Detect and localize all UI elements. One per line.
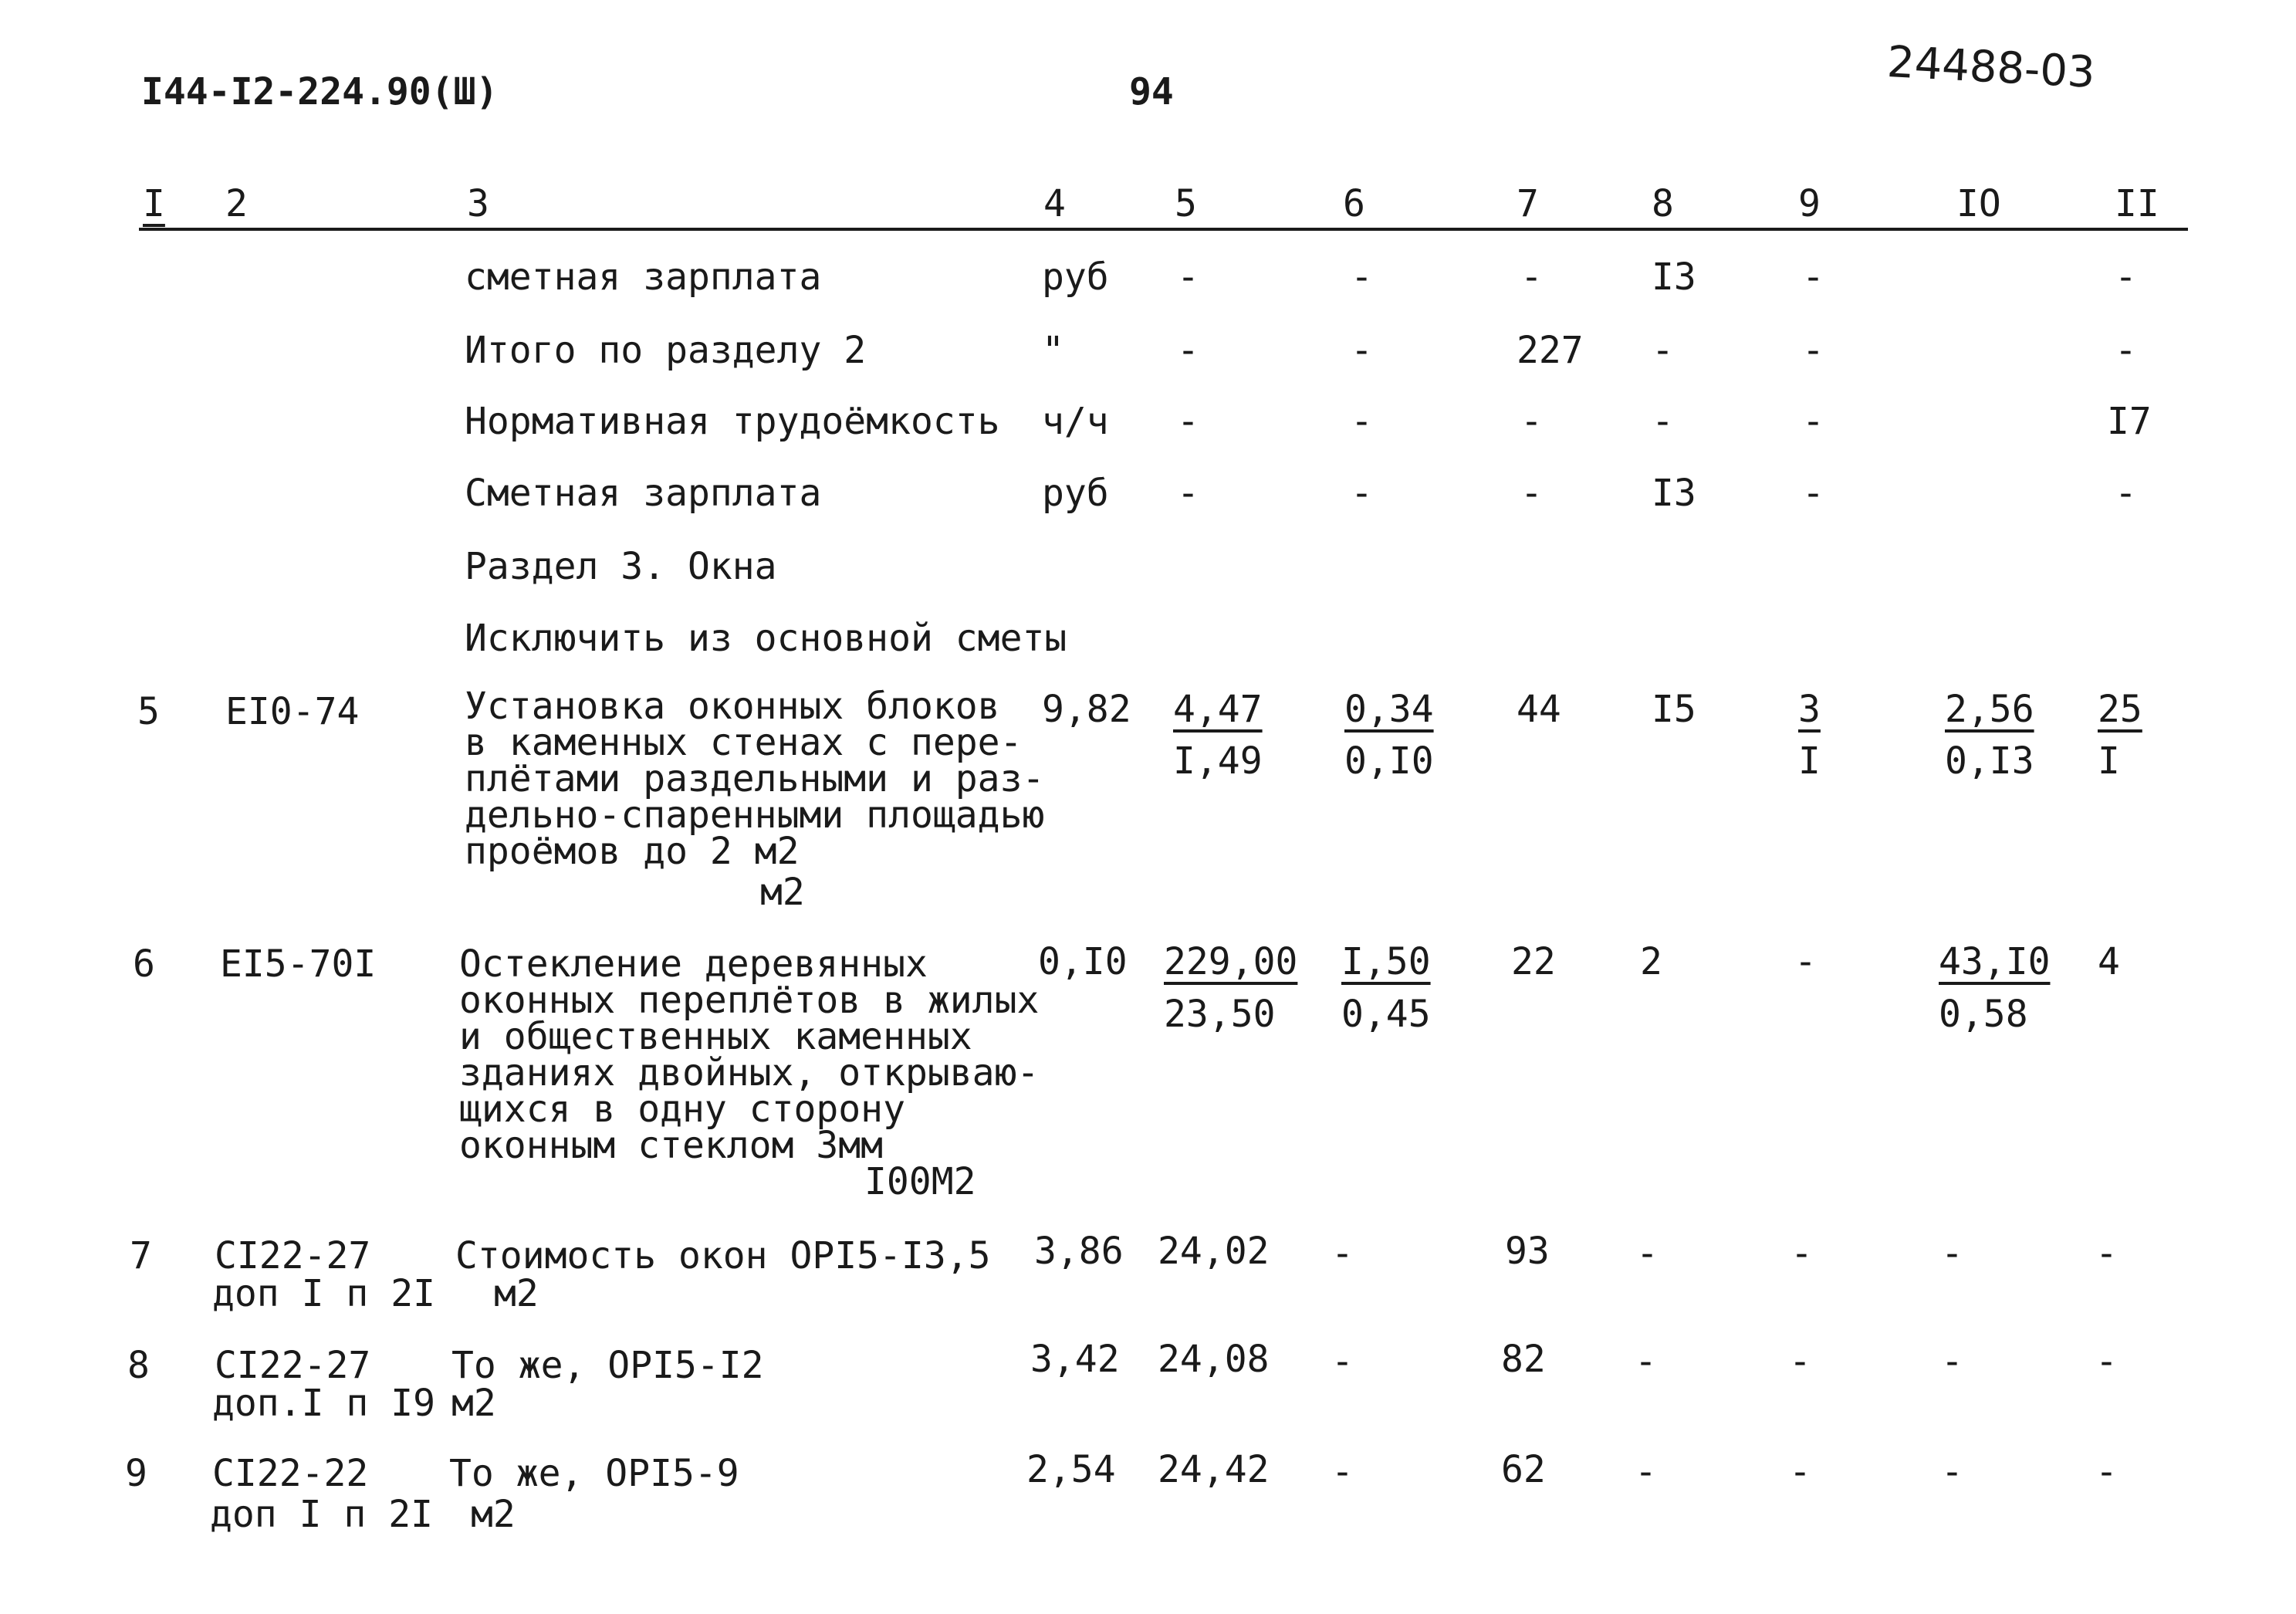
unit-cell: м2	[494, 1272, 539, 1315]
row-number: 6	[133, 942, 155, 986]
column-header-9: 9	[1798, 182, 1821, 225]
cell-5: -	[1177, 472, 1199, 515]
row-number: 7	[130, 1234, 152, 1277]
cell-5: 24,02	[1158, 1230, 1270, 1273]
description-line: щихся в одну сторону	[459, 1088, 905, 1131]
cell-9: -	[1802, 472, 1824, 515]
column-header-10: IO	[1956, 182, 2001, 225]
cell-8: I3	[1652, 472, 1696, 515]
cell-8: I3	[1652, 255, 1696, 299]
cell-6: -	[1331, 1450, 1354, 1494]
item-description	[459, 942, 1040, 1167]
cell-6-bottom: 0,45	[1341, 993, 1431, 1036]
cell-7: -	[1520, 255, 1543, 299]
cell-5-top: 4,47	[1173, 688, 1263, 731]
norm-code: CI22-22	[212, 1452, 369, 1495]
cell-7: 62	[1501, 1448, 1546, 1491]
norm-code: CI22-27	[215, 1344, 371, 1387]
cell-11: I7	[2107, 400, 2152, 443]
unit-cell: м2	[451, 1382, 496, 1425]
row-number: 8	[127, 1344, 150, 1387]
cell-8: -	[1635, 1450, 1657, 1494]
cell-6: -	[1331, 1232, 1354, 1275]
description-line: плётами раздельными и раз-	[465, 757, 1045, 800]
unit-cell: "	[1042, 329, 1064, 372]
cell-8: -	[1635, 1340, 1657, 1383]
cell-5: 24,42	[1158, 1448, 1270, 1491]
cell-11: -	[2095, 1232, 2118, 1275]
cell-11-top: 25	[2098, 688, 2142, 731]
cell-6-top: 0,34	[1344, 688, 1434, 731]
cell-11: -	[2095, 1450, 2118, 1494]
cell-5-top: 229,00	[1164, 940, 1298, 983]
header-rule	[139, 228, 2188, 231]
description-line: оконных переплётов в жилых	[459, 979, 1040, 1022]
cell-7: -	[1520, 472, 1543, 515]
quantity-cell: 9,82	[1042, 688, 1131, 731]
cell-7: 44	[1517, 688, 1561, 731]
cell-7: 82	[1501, 1338, 1546, 1381]
item-description	[465, 685, 1045, 873]
cell-11: -	[2115, 255, 2137, 299]
norm-code: CI22-27	[215, 1234, 371, 1277]
column-header-6: 6	[1343, 182, 1365, 225]
description-line: и общественных каменных	[459, 1015, 972, 1058]
row-name: Итого по разделу 2	[465, 329, 867, 372]
norm-supplement: доп.I п I9	[212, 1382, 435, 1425]
cell-8: -	[1652, 329, 1674, 372]
cell-9-bottom: I	[1798, 739, 1821, 783]
norm-code: EI0-74	[225, 690, 360, 733]
cell-10-bottom: 0,58	[1939, 993, 2028, 1036]
cell-9-top: 3	[1798, 688, 1821, 731]
item-description: То же, ОРI5-I2	[451, 1344, 764, 1387]
cell-10-top: 2,56	[1945, 688, 2034, 731]
cell-8: -	[1652, 400, 1674, 443]
cell-9: -	[1802, 329, 1824, 372]
cell-10: -	[1941, 1232, 1963, 1275]
cell-9: -	[1789, 1450, 1811, 1494]
description-line: Установка оконных блоков	[465, 685, 1000, 728]
cell-6: -	[1351, 400, 1373, 443]
cell-6: -	[1351, 472, 1373, 515]
cell-8: I5	[1652, 688, 1696, 731]
cell-7: 93	[1505, 1230, 1550, 1273]
description-line: оконным стеклом 3мм	[459, 1124, 884, 1167]
description-line: Остекление деревянных	[459, 942, 928, 986]
cell-10-top: 43,I0	[1939, 940, 2051, 983]
cell-11-bottom: I	[2098, 739, 2120, 783]
row-number: 9	[125, 1452, 147, 1495]
column-header-11: II	[2115, 182, 2159, 225]
row-name: сметная зарплата	[465, 255, 822, 299]
document-code: I44-I2-224.90(Ш)	[141, 70, 499, 113]
cell-10: -	[1941, 1450, 1963, 1494]
unit-cell: руб	[1042, 255, 1109, 299]
cell-6-top: I,50	[1341, 940, 1431, 983]
section-title: Раздел 3. Окна	[465, 545, 777, 588]
quantity-cell: 2,54	[1026, 1448, 1116, 1491]
unit-cell: м2	[760, 871, 805, 914]
cell-10: -	[1941, 1340, 1963, 1383]
description-line: в каменных стенах с пере-	[465, 721, 1023, 764]
cell-11: 4	[2098, 940, 2120, 983]
cell-7: 227	[1517, 329, 1584, 372]
cell-9: -	[1789, 1340, 1811, 1383]
cell-9: -	[1790, 1232, 1813, 1275]
description-line: дельно-спаренными площадью	[465, 793, 1045, 837]
item-description: Стоимость окон ОРI5-I3,5	[455, 1234, 991, 1277]
cell-5: 24,08	[1158, 1338, 1270, 1381]
row-name: Сметная зарплата	[465, 472, 822, 515]
column-header-8: 8	[1652, 182, 1674, 225]
cell-9: -	[1802, 400, 1824, 443]
row-number: 5	[137, 690, 160, 733]
unit-cell: м2	[471, 1493, 516, 1536]
cell-9: -	[1794, 940, 1817, 983]
cell-8: 2	[1640, 940, 1662, 983]
cell-8: -	[1636, 1232, 1659, 1275]
cell-6: -	[1331, 1340, 1354, 1383]
unit-cell: ч/ч	[1042, 400, 1109, 443]
column-header-1: I	[143, 182, 165, 225]
cell-6-bottom: 0,I0	[1344, 739, 1434, 783]
column-header-2: 2	[225, 182, 248, 225]
page-number: 94	[1129, 70, 1174, 113]
unit-cell: руб	[1042, 472, 1109, 515]
item-description: То же, ОРI5-9	[449, 1452, 739, 1495]
cell-11: -	[2115, 329, 2137, 372]
cell-6: -	[1351, 255, 1373, 299]
cell-11: -	[2095, 1340, 2118, 1383]
unit-cell: I00M2	[864, 1160, 976, 1203]
quantity-cell: 0,I0	[1038, 940, 1128, 983]
cell-7: -	[1520, 400, 1543, 443]
norm-supplement: доп I п 2I	[210, 1493, 433, 1536]
cell-5: -	[1177, 400, 1199, 443]
column-header-7: 7	[1517, 182, 1539, 225]
handwritten-stamp: 24488-03	[1885, 36, 2097, 99]
cell-6: -	[1351, 329, 1373, 372]
cell-5-bottom: I,49	[1173, 739, 1263, 783]
column-header-5: 5	[1175, 182, 1197, 225]
cell-7: 22	[1511, 940, 1556, 983]
exclude-title: Исключить из основной сметы	[465, 617, 1067, 660]
cell-5-bottom: 23,50	[1164, 993, 1276, 1036]
cell-5: -	[1177, 255, 1199, 299]
description-line: проёмов до 2 м2	[465, 830, 800, 873]
cell-11: -	[2115, 472, 2137, 515]
norm-supplement: доп I п 2I	[212, 1272, 435, 1315]
cell-9: -	[1802, 255, 1824, 299]
cell-5: -	[1177, 329, 1199, 372]
description-line: зданиях двойных, открываю-	[459, 1051, 1040, 1095]
column-header-3: 3	[467, 182, 489, 225]
norm-code: EI5-70I	[220, 942, 377, 986]
column-header-4: 4	[1043, 182, 1066, 225]
quantity-cell: 3,86	[1034, 1230, 1124, 1273]
row-name: Нормативная трудоёмкость	[465, 400, 1000, 443]
cell-10-bottom: 0,I3	[1945, 739, 2034, 783]
quantity-cell: 3,42	[1030, 1338, 1120, 1381]
